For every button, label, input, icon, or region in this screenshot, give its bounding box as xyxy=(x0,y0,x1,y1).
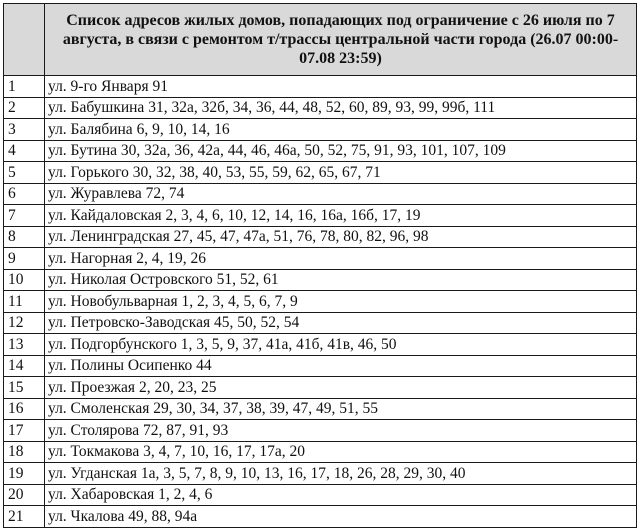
row-number: 2 xyxy=(4,97,45,119)
table-row xyxy=(4,506,637,528)
row-address: ул. Кайдаловская 2, 3, 4, 6, 10, 12, 14, 16, 16а, 16б, 17, 19 xyxy=(45,205,637,227)
table-row xyxy=(4,441,637,463)
row-number: 9 xyxy=(4,248,45,270)
table-title: Список адресов жилых домов, попадающих под ограничение с 26 июля по 7 августа, в связи с ремонтом т/трассы центральной части города (26.07 00:00-07.08 23:59) xyxy=(45,4,637,76)
table-body xyxy=(4,76,637,528)
row-address: ул. 9-го Января 91 xyxy=(45,76,637,98)
address-table xyxy=(3,3,637,528)
row-address: ул. Полины Осипенко 44 xyxy=(45,355,637,377)
row-address: ул. Новобульварная 1, 2, 3, 4, 5, 6, 7, 9 xyxy=(45,291,637,313)
row-address: ул. Подгорбунского 1, 3, 5, 9, 37, 41а, 41б, 41в, 46, 50 xyxy=(45,334,637,356)
row-number: 1 xyxy=(4,76,45,98)
row-number: 18 xyxy=(4,441,45,463)
row-address: ул. Петровско-Заводская 45, 50, 52, 54 xyxy=(45,312,637,334)
row-number: 5 xyxy=(4,162,45,184)
table-row xyxy=(4,484,637,506)
table-row xyxy=(4,140,637,162)
row-number: 17 xyxy=(4,420,45,442)
table-row xyxy=(4,355,637,377)
row-address: ул. Токмакова 3, 4, 7, 10, 16, 17, 17а, 20 xyxy=(45,441,637,463)
row-address: ул. Бутина 30, 32а, 36, 42а, 44, 46, 46а, 50, 52, 75, 91, 93, 101, 107, 109 xyxy=(45,140,637,162)
row-address: ул. Проезжая 2, 20, 23, 25 xyxy=(45,377,637,399)
row-number: 13 xyxy=(4,334,45,356)
row-number: 4 xyxy=(4,140,45,162)
row-address: ул. Ленинградская 27, 45, 47, 47а, 51, 76, 78, 80, 82, 96, 98 xyxy=(45,226,637,248)
row-number: 15 xyxy=(4,377,45,399)
row-number: 3 xyxy=(4,119,45,141)
table-row xyxy=(4,312,637,334)
row-number: 20 xyxy=(4,484,45,506)
row-number: 7 xyxy=(4,205,45,227)
row-address: ул. Столярова 72, 87, 91, 93 xyxy=(45,420,637,442)
table-row xyxy=(4,248,637,270)
table-row xyxy=(4,269,637,291)
row-address: ул. Угданская 1а, 3, 5, 7, 8, 9, 10, 13, 16, 17, 18, 26, 28, 29, 30, 40 xyxy=(45,463,637,485)
row-number: 19 xyxy=(4,463,45,485)
table-row xyxy=(4,463,637,485)
row-number: 6 xyxy=(4,183,45,205)
table-row xyxy=(4,334,637,356)
row-number: 21 xyxy=(4,506,45,528)
table-row xyxy=(4,420,637,442)
table-row xyxy=(4,76,637,98)
table-header-row xyxy=(4,4,637,76)
table-row xyxy=(4,291,637,313)
row-number: 11 xyxy=(4,291,45,313)
row-address: ул. Чкалова 49, 88, 94а xyxy=(45,506,637,528)
table-row xyxy=(4,226,637,248)
table-row xyxy=(4,377,637,399)
row-address: ул. Нагорная 2, 4, 19, 26 xyxy=(45,248,637,270)
row-address: ул. Бабушкина 31, 32а, 32б, 34, 36, 44, 48, 52, 60, 89, 93, 99, 99б, 111 xyxy=(45,97,637,119)
table-row xyxy=(4,183,637,205)
table-row xyxy=(4,97,637,119)
table-row xyxy=(4,205,637,227)
row-number: 8 xyxy=(4,226,45,248)
row-number: 12 xyxy=(4,312,45,334)
row-address: ул. Хабаровская 1, 2, 4, 6 xyxy=(45,484,637,506)
row-number: 10 xyxy=(4,269,45,291)
header-number-cell xyxy=(4,4,45,76)
row-address: ул. Смоленская 29, 30, 34, 37, 38, 39, 47, 49, 51, 55 xyxy=(45,398,637,420)
table-row xyxy=(4,398,637,420)
row-address: ул. Журавлева 72, 74 xyxy=(45,183,637,205)
row-number: 14 xyxy=(4,355,45,377)
row-address: ул. Николая Островского 51, 52, 61 xyxy=(45,269,637,291)
table-row xyxy=(4,162,637,184)
row-number: 16 xyxy=(4,398,45,420)
row-address: ул. Балябина 6, 9, 10, 14, 16 xyxy=(45,119,637,141)
table-row xyxy=(4,119,637,141)
row-address: ул. Горького 30, 32, 38, 40, 53, 55, 59, 62, 65, 67, 71 xyxy=(45,162,637,184)
